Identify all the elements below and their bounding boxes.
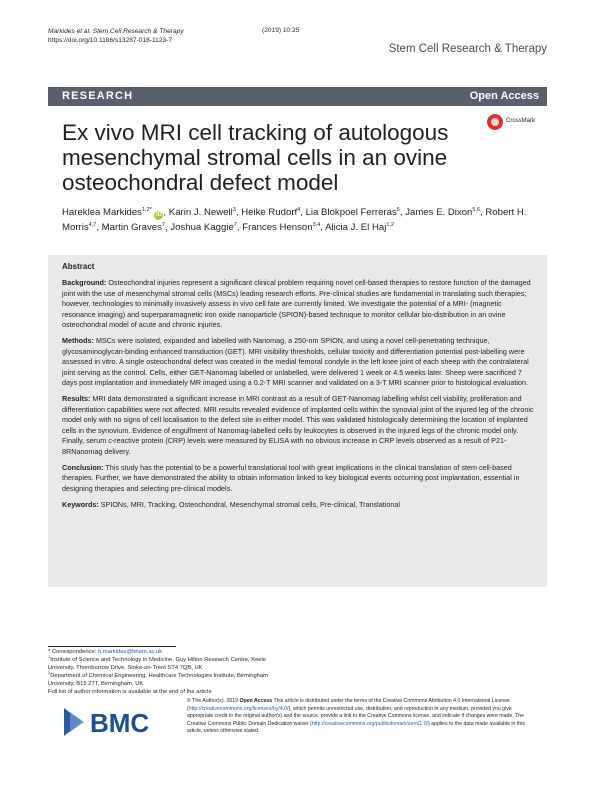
- running-header: [48, 27, 184, 45]
- keywords-text: SPIONs, MRI, Tracking, Osteochondral, Mesenchymal stromal cells, Pre-clinical, Translational: [100, 500, 400, 510]
- license-link[interactable]: http://creativecommons.org/licenses/by/4.0/: [188, 705, 289, 712]
- affiliation-2: $^2$Department of Chemical Engineering, Healthcare Technologies Institute, Birmingham University, B15 2TT, Birmingham, UK: [48, 669, 268, 687]
- author-name: Heike Rudorf$^4$: [241, 206, 301, 218]
- citation-authors: Markides et al. Stem Cell Research & Therapy: [48, 28, 184, 35]
- citation-year: (2019) 10:25: [262, 27, 300, 34]
- author-name: Frances Henson$^{3,4}$: [242, 221, 321, 233]
- journal-name: Stem Cell Research & Therapy: [388, 43, 547, 55]
- correspondence-email[interactable]: h.markides@bham.ac.uk: [97, 649, 163, 655]
- author-name: Hareklea Markides$^{1,2*}$ iD: [62, 206, 162, 218]
- full-author-info-note: Full list of author information is available at the end of the article: [48, 688, 212, 695]
- abstract-heading: Abstract: [62, 262, 95, 271]
- author-name: Martin Graves$^7$: [101, 221, 165, 233]
- author-name: Karin J. Newell$^3$: [168, 206, 236, 218]
- results-label: Results:: [62, 394, 91, 404]
- author-name: James E. Dixon$^{5,6}$: [405, 206, 481, 218]
- orcid-icon[interactable]: iD: [155, 212, 162, 218]
- methods-label: Methods:: [62, 336, 94, 346]
- crossmark-badge[interactable]: [487, 114, 547, 134]
- author-list: Hareklea Markides$^{1,2*}$ iD , Karin J. Newell$^3$, Heike Rudorf$^4$, Lia Blokpoel Ferreras$^5$, James E. Dixon$^{5,6}$, Robert H. Morris$^{4,7}$, Martin Graves$^7$, Joshua Kaggie$^7$, Frances Henson$^{3,4}$, Alicia J. El Haj$^{1,2}$: [62, 206, 527, 233]
- abstract-conclusion: [62, 463, 536, 494]
- results-text: MRI data demonstrated a significant increase in MRI contrast as a result of GET-Nanomag labelling whilst cell viability, proliferation and differentiation capabilities were not affected. MRI results revealed evidence of implanted cells within the synovial joint of the injured leg of the chronic model only with no signs of cell localisation to the defect site in either model. This was validated histologically determining the location of implanted cells in the synovium. Evidence of engulfment of Nanomag-labelled cells by leukocytes is observed in the injured legs of the chronic model only. Finally, serum c-reactive protein (CRP) levels were measured by ELISA with no obvious increase in CRP levels observed as a result of P21-8RNanomag delivery.: [62, 394, 534, 456]
- author-name: Joshua Kaggie$^7$: [170, 221, 237, 233]
- bmc-logo: [62, 704, 158, 740]
- abstract: [62, 262, 536, 517]
- background-label: Background:: [62, 278, 107, 288]
- footnote-rule: [48, 646, 176, 647]
- author-name: Robert H. Morris$^{4,7}$: [62, 207, 527, 233]
- abstract-keywords: [62, 500, 536, 510]
- doi-link[interactable]: https://doi.org/10.1186/s13287-018-1123-7: [48, 37, 173, 44]
- abstract-results: [62, 394, 536, 456]
- crossmark-icon: [487, 114, 503, 130]
- correspondence-label: * Correspondence:: [48, 649, 97, 655]
- open-access-bold: Open Access: [239, 698, 273, 704]
- conclusion-label: Conclusion:: [62, 462, 104, 472]
- methods-text: MSCs were isolated, expanded and labelled with Nanomag, a 250-nm SPION, and using a novel cell-penetrating technique, glycosaminoglycan-binding enhanced transduction (GET). MRI visibility thresholds, cellular toxicity and differentiation potential post-labelling were assessed in vitro. A single osteochondral defect was created in the medial femoral condyle in the left knee joint of each sheep with the contralateral joint serving as the control. Cells, either GET-Nanomag labelled or unlabelled, were delivered 1 week or 4.5 weeks later. Sheep were sacrificed 7 days post implantation and immediately MR imaged using a 0.2-T MRI scanner and validated on a 3-T MRI scanner prior to histological evaluation.: [62, 336, 529, 388]
- correspondence: [48, 649, 288, 657]
- abstract-methods: [62, 336, 536, 388]
- author-name: Lia Blokpoel Ferreras$^5$: [305, 206, 400, 218]
- article-title: Ex vivo MRI cell tracking of autologous mesenchymal stromal cells in an ovine osteochondral defect model: [62, 120, 449, 195]
- open-access-label: Open Access: [469, 90, 539, 102]
- waiver-link[interactable]: http://creativecommons.org/publicdomain/zero/1.0/: [311, 720, 429, 727]
- background-text: Osteochondral injuries represent a significant clinical problem requiring novel cell-based therapies to restore function of the damaged joint with the use of mesenchymal stromal cells (MSCs) leading research efforts. Pre-clinical studies are fundamental in translating such therapies; however, technologies to minimally invasively assess in vivo cell fate are currently limited. We investigate the potential of a MRI- (magnetic resonance imaging) and superparamagnetic iron oxide nanoparticle (SPION)-based technique to monitor cellular bio-distribution in an ovine osteochondral model of acute and chronic injuries.: [62, 278, 531, 330]
- footnotes: [48, 646, 288, 696]
- license-text: © The Author(s). 2019 Open Access This article is distributed under the terms of the Creative Commons Attribution 4.0 International License (http://creativecommons.org/licenses/by/4.0/), which permits unrestricted use, distribution, and reproduction in any medium, provided you give appropriate credit to the original author(s) and the source, provide a link to the Creative Commons license, and indicate if changes were made. The Creative Commons Public Domain Dedication waiver (http://creativecommons.org/publicdomain/zero/1.0/) applies to the data made available in this article, unless otherwise stated.: [187, 698, 525, 734]
- crossmark-label: CrossMark: [506, 118, 536, 124]
- conclusion-text: This study has the potential to be a powerful translational tool with great implications in the clinical translation of stem cell-based therapies. Further, we have demonstrated the ability to obtain information linked to key biological events occurring post implantation, essential in designing therapies and selecting pre-clinical models.: [62, 462, 520, 493]
- bmc-logo-text: BMC: [90, 708, 150, 738]
- keywords-label: Keywords:: [62, 500, 99, 510]
- section-label: RESEARCH: [62, 90, 134, 102]
- abstract-background: [62, 278, 536, 330]
- author-name: Alicia J. El Haj$^{1,2}$: [325, 221, 395, 233]
- affiliation-1: $^1$Institute of Science and Technology in Medicine, Guy Hilton Research Centre, Keele University, Thornburrow Drive, Stoke-on-Trent ST4 7QB, UK: [48, 653, 267, 671]
